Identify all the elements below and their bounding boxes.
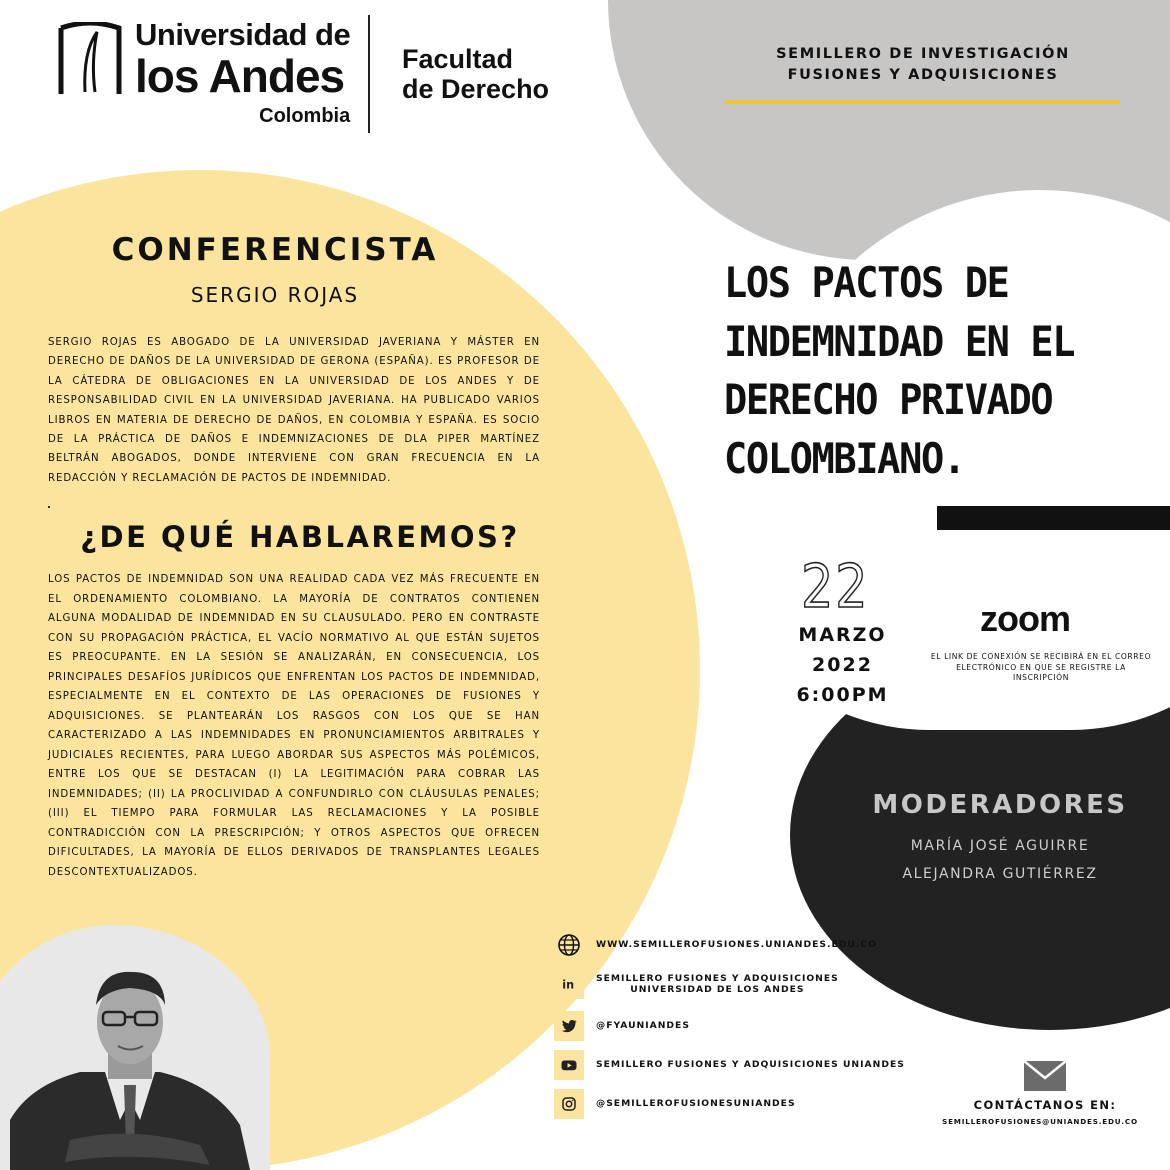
youtube-icon xyxy=(554,1050,584,1080)
zoom-note: EL LINK DE CONEXIÓN SE RECIBIRÁ EN EL CORREO ELECTRÓNICO EN QUE SE REGISTRE LA INSCRIPCIÓN xyxy=(930,652,1152,682)
svg-text:in: in xyxy=(562,978,575,992)
event-day xyxy=(780,552,890,622)
contact-heading: CONTÁCTANOS EN: xyxy=(973,1098,1117,1112)
linkedin-line-2: UNIVERSIDAD DE LOS ANDES xyxy=(630,984,805,995)
logo-divider xyxy=(368,15,370,133)
dot-mark xyxy=(48,506,50,508)
semillero-line-2: FUSIONES Y ADQUISICIONES xyxy=(787,67,1059,83)
linkedin-icon xyxy=(554,969,584,999)
contact-email[interactable]: SEMILLEROFUSIONES@UNIANDES.EDU.CO xyxy=(942,1117,1138,1126)
faculty-line-2: de Derecho xyxy=(402,74,550,104)
event-month: MARZO xyxy=(798,624,887,646)
twitter-icon xyxy=(554,1011,584,1041)
topic-text: LOS PACTOS DE INDEMNIDAD SON UNA REALIDAD CADA VEZ MÁS FRECUENTE EN EL ORDENAMIENTO COLOMBIANO. LA MAYORÍA DE CONTRATOS CONTIENEN ALGUNA MODALIDAD DE INDEMNIDAD EN SU CLAUSULADO. PERO EN CONTRASTE CON SU PROPAGACIÓN PRÁCTICA, EL VACÍO NORMATIVO AL QUE ESTÁN SUJETOS ES PREOCUPANTE. EN LA SESIÓN SE ANALIZARÁN, EN CONSECUENCIA, LOS PRINCIPALES DESAFÍOS JURÍDICOS QUE ENFRENTAN LOS PACTOS DE INDEMNIDAD, ESPECIALMENTE EN EL CONTEXTO DE LAS OPERACIONES DE FUSIONES Y ADQUISICIONES. SE PLANTEARÁN LOS RASGOS CON LOS QUE SE HAN CARACTERIZADO A LAS INDEMNIDADES EN PRONUNCIAMIENTOS ARBITRALES Y JUDICIALES RECIENTES, PARA LUEGO ABORDAR SUS ASPECTOS MÁS POLÉMICOS, ENTRE LOS QUE SE DESTACAN (I) LA LEGITIMACIÓN PARA COBRAR LAS INDEMNIDADES; (II) LA PROCLIVIDAD A CONFUNDIRLO CON CLÁUSULAS PENALES; (III) EL TIEMPO PARA FORMULAR LAS RECLAMACIONES Y LA POSIBLE CONTRADICCIÓN CON LA PRESCRIPCIÓN; Y OTROS ASPECTOS QUE OFRECEN DIFICULTADES, LA MAYORÍA DE ELLOS DERIVADOS DE TRANSPLANTES LEGALES DESCONTEXTUALIZADOS. xyxy=(48,574,540,878)
moderators-list xyxy=(860,832,1140,888)
university-name xyxy=(135,18,350,128)
youtube-link[interactable]: SEMILLERO FUSIONES Y ADQUISICIONES UNIANDES xyxy=(596,1059,905,1071)
website-link[interactable]: WWW.SEMILLEROFUSIONES.UNIANDES.EDU.CO xyxy=(596,939,877,951)
speaker-photo xyxy=(10,950,250,1170)
event-date xyxy=(780,620,905,710)
zoom-logo: zoom xyxy=(980,598,1070,639)
topic-heading: ¿DE QUÉ HABLAREMOS? xyxy=(80,520,520,554)
moderator-name: ALEJANDRA GUTIÉRREZ xyxy=(902,866,1098,882)
speaker-name: SERGIO ROJAS xyxy=(190,283,360,307)
title-bar xyxy=(937,506,1170,530)
event-title: LOS PACTOS DE INDEMNIDAD EN EL DERECHO PRIVADO COLOMBIANO. xyxy=(724,258,1075,483)
linkedin-line-1: SEMILLERO FUSIONES Y ADQUISICIONES xyxy=(596,972,839,984)
globe-icon xyxy=(554,930,584,960)
twitter-link[interactable]: @FYAUNIANDES xyxy=(596,1020,690,1032)
faculty-name xyxy=(402,44,549,104)
event-time: 6:00PM xyxy=(796,684,889,706)
twitter-row[interactable] xyxy=(554,1011,690,1041)
event-day-number: 22 xyxy=(800,552,870,622)
university-line-3: Colombia xyxy=(259,105,351,127)
university-line-1: Universidad de xyxy=(135,17,351,52)
university-line-2: los Andes xyxy=(135,50,345,102)
event-year: 2022 xyxy=(812,654,873,676)
linkedin-link[interactable] xyxy=(596,973,839,996)
accent-line xyxy=(725,100,1120,104)
faculty-line-1: Facultad xyxy=(402,44,514,74)
instagram-row[interactable] xyxy=(554,1089,796,1119)
mail-icon xyxy=(1023,1060,1067,1092)
semillero-line-1: SEMILLERO DE INVESTIGACIÓN xyxy=(776,46,1070,62)
speaker-heading: CONFERENCISTA xyxy=(111,232,439,268)
instagram-icon xyxy=(554,1089,584,1119)
instagram-link[interactable]: @SEMILLEROFUSIONESUNIANDES xyxy=(596,1098,796,1110)
moderators-heading: MODERADORES xyxy=(872,790,1128,820)
website-row[interactable] xyxy=(554,930,877,960)
youtube-row[interactable] xyxy=(554,1050,905,1080)
speaker-bio: SERGIO ROJAS ES ABOGADO DE LA UNIVERSIDAD JAVERIANA Y MÁSTER EN DERECHO DE DAÑOS DE LA UNIVERSIDAD DE GERONA (ESPAÑA). ES PROFESOR DE LA CÁTEDRA DE OBLIGACIONES EN LA UNIVERSIDAD DE LOS ANDES Y DE RESPONSABILIDAD CIVIL EN LA UNIVERSIDAD JAVERIANA. HA PUBLICADO VARIOS LIBROS EN MATERIA DE DERECHO DE DAÑOS, EN COLOMBIA Y ESPAÑA. ES SOCIO DE LA PRÁCTICA DE DAÑOS E INDEMNIZACIONES DE DLA PIPER MARTÍNEZ BELTRÁN ABOGADOS, DONDE INTERVIENE CON GRAN FRECUENCIA EN LA REDACCIÓN Y RECLAMACIÓN DE PACTOS DE INDEMNIDAD. xyxy=(48,337,540,484)
university-logo-icon xyxy=(55,22,125,100)
linkedin-row[interactable] xyxy=(554,969,839,999)
semillero-title xyxy=(740,44,1106,86)
moderator-name: MARÍA JOSÉ AGUIRRE xyxy=(910,838,1090,854)
